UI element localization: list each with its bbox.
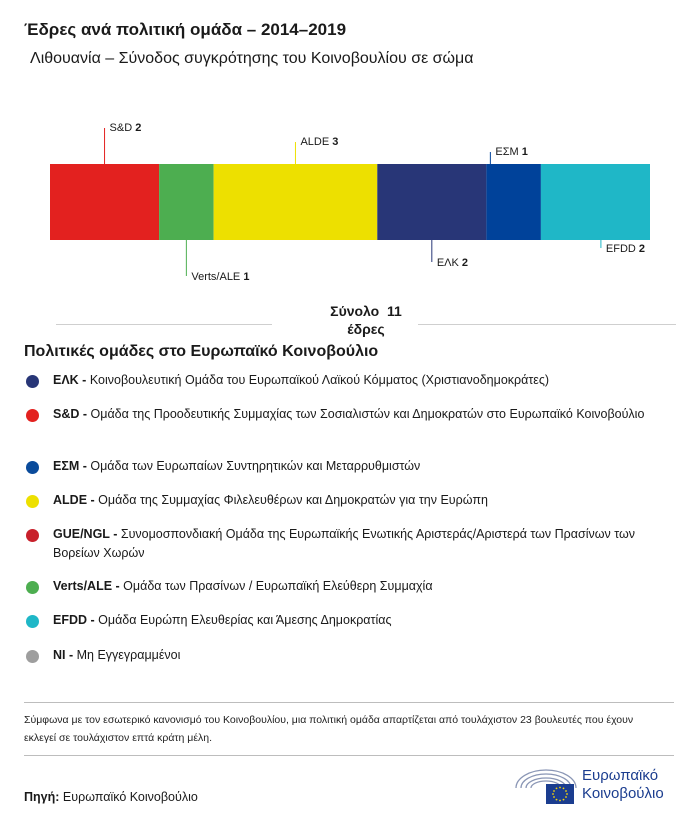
- legend-dot: [26, 409, 39, 422]
- legend-dot: [26, 461, 39, 474]
- legend-text: [53, 457, 653, 476]
- legend-dot: [26, 615, 39, 628]
- legend-desc: Ομάδα της Συμμαχίας Φιλελευθέρων και Δημοκρατών για την Ευρώπη: [98, 493, 488, 507]
- legend-item-verts-ale: [24, 577, 674, 596]
- bar-segment-s-d: [50, 164, 159, 240]
- total-unit: έδρες: [347, 321, 385, 337]
- logo-line-1: Ευρωπαϊκό: [582, 767, 659, 784]
- data-label-alde: ALDE 3: [300, 136, 339, 148]
- data-label-s-d: S&D 2: [109, 122, 142, 134]
- legend-text: [53, 371, 653, 390]
- legend-item-gue-ngl: [24, 525, 674, 563]
- legend-dot: [26, 375, 39, 388]
- bar-segment-ελκ: [377, 164, 486, 240]
- legend-dot: [26, 529, 39, 542]
- legend-abbr: NI -: [53, 648, 74, 662]
- legend-abbr: GUE/NGL -: [53, 527, 118, 541]
- logo-line-2: Κοινοβούλιο: [582, 785, 664, 802]
- legend-text: [53, 646, 653, 665]
- parliament-hemicycle-icon: [514, 766, 578, 806]
- legend-desc: Μη Εγγεγραμμένοι: [76, 648, 181, 662]
- logo-text: [582, 767, 664, 803]
- footnote: Σύμφωνα με τον εσωτερικό κανονισμό του Κοινοβουλίου, μια πολιτική ομάδα απαρτίζεται από τουλάχιστον 23 βουλευτές που έχουν εκλεγεί σε τουλάχιστον επτά κράτη μέλη.: [24, 714, 634, 744]
- divider-right: [418, 324, 676, 325]
- legend-item-sd: [24, 405, 674, 424]
- legend-abbr: Verts/ALE -: [53, 579, 120, 593]
- legend-dot: [26, 581, 39, 594]
- legend-desc: Ομάδα των Ευρωπαίων Συντηρητικών και Μεταρρυθμιστών: [90, 459, 421, 473]
- bar-segment-εσμ: [486, 164, 541, 240]
- legend-dot: [26, 495, 39, 508]
- bar-segment-alde: [214, 164, 378, 240]
- legend-dot: [26, 650, 39, 663]
- legend-desc: Συνομοσπονδιακή Ομάδα της Ευρωπαϊκής Ενωτικής Αριστεράς/Αριστερά των Πρασίνων των Βορείων Χωρών: [53, 527, 636, 560]
- legend-abbr: ΕΛΚ -: [53, 373, 87, 387]
- legend-desc: Ομάδα της Προοδευτικής Συμμαχίας των Σοσιαλιστών και Δημοκρατών στο Ευρωπαϊκό Κοινοβούλιο: [90, 407, 645, 421]
- total-word: Σύνολο: [330, 303, 380, 319]
- bar-segment-verts-ale: [159, 164, 214, 240]
- source-label: Πηγή:: [24, 790, 60, 804]
- legend-abbr: S&D -: [53, 407, 88, 421]
- bar-segment-efdd: [541, 164, 650, 240]
- data-label-verts-ale: Verts/ALE 1: [191, 271, 250, 283]
- legend-item-epp: [24, 371, 674, 390]
- legend-abbr: ALDE -: [53, 493, 95, 507]
- footnote-box: [24, 702, 674, 756]
- source-value: Ευρωπαϊκό Κοινοβούλιο: [62, 790, 198, 804]
- european-parliament-logo: [514, 766, 684, 806]
- legend-text: [53, 525, 653, 563]
- legend-desc: Ομάδα Ευρώπη Ελευθερίας και Άμεσης Δημοκρατίας: [98, 613, 392, 627]
- legend-desc: Κοινοβουλευτική Ομάδα του Ευρωπαϊκού Λαϊκού Κόμματος (Χριστιανοδημοκράτες): [89, 373, 550, 387]
- source-line: [24, 790, 198, 804]
- total-label: [316, 302, 416, 338]
- legend-text: [53, 577, 653, 596]
- legend-abbr: ΕΣΜ -: [53, 459, 87, 473]
- legend-item-ni: [24, 646, 674, 665]
- divider-left: [56, 324, 272, 325]
- legend-text: [53, 491, 653, 510]
- seat-stacked-bar-chart: [0, 120, 700, 290]
- legend-abbr: EFDD -: [53, 613, 95, 627]
- chart-title: Έδρες ανά πολιτική ομάδα – 2014–2019: [24, 20, 347, 39]
- legend-item-alde: [24, 491, 674, 510]
- chart-subtitle: Λιθουανία – Σύνοδος συγκρότησης του Κοινοβουλίου σε σώμα: [30, 50, 474, 67]
- legend-text: [53, 405, 653, 424]
- legend-desc: Ομάδα των Πρασίνων / Ευρωπαϊκή Ελεύθερη Συμμαχία: [123, 579, 433, 593]
- data-label-εσμ: ΕΣΜ 1: [495, 146, 528, 158]
- total-value: 11: [387, 303, 402, 319]
- legend-text: [53, 611, 653, 630]
- legend-item-efdd: [24, 611, 674, 630]
- groups-heading: Πολιτικές ομάδες στο Ευρωπαϊκό Κοινοβούλιο: [24, 343, 379, 360]
- legend-item-ecr: [24, 457, 674, 476]
- data-label-efdd: EFDD 2: [605, 243, 646, 255]
- data-label-ελκ: ΕΛΚ 2: [436, 257, 469, 269]
- total-seats: [56, 302, 676, 342]
